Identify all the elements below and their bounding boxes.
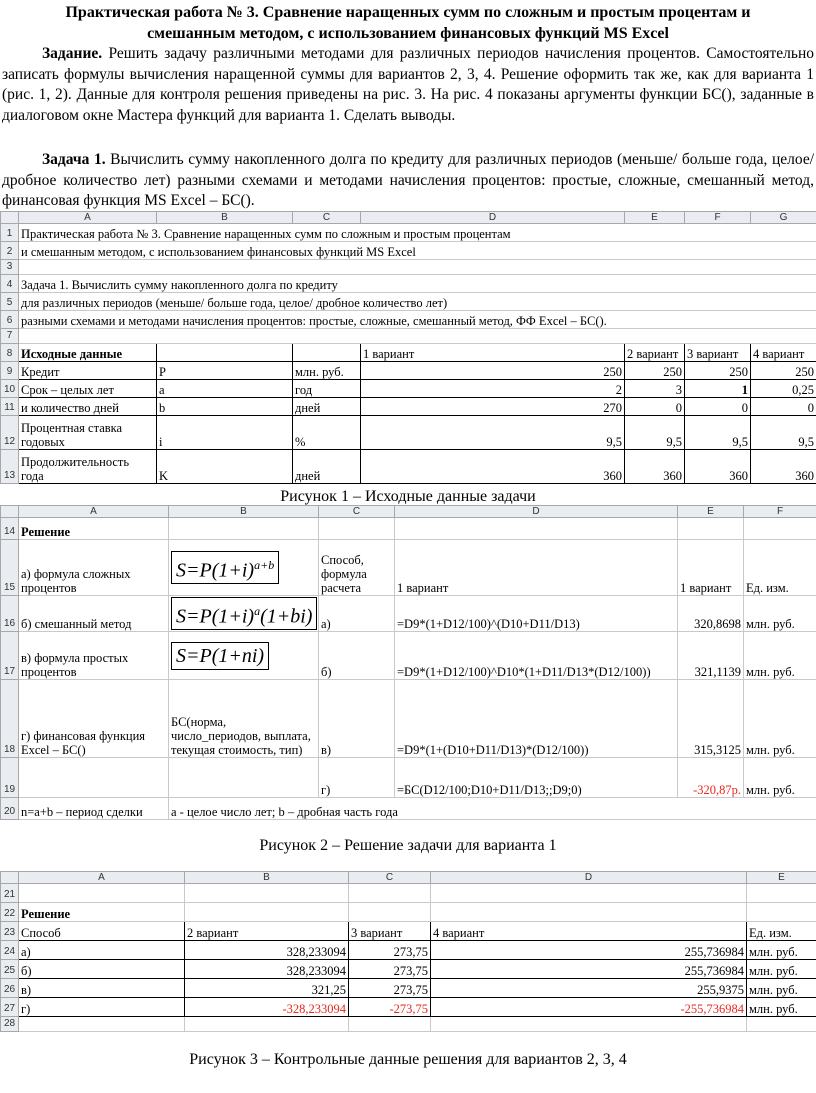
cell: 4 вариант xyxy=(751,344,816,362)
cell: Ед. изм. xyxy=(744,540,816,596)
table-row: 13 Продолжительность года K дней 360 360 360 360 xyxy=(1,450,816,484)
cell: =D9*(1+(D10+D11/D13)*(D12/100)) xyxy=(395,680,678,758)
figure2-caption: Рисунок 2 – Решение задачи для варианта 1 xyxy=(259,837,557,854)
cell: млн. руб. xyxy=(747,960,816,979)
cell: =D9*(1+D12/100)^D10*(1+D11/D13*(D12/100)) xyxy=(395,632,678,680)
table-row: 4 Задача 1. Вычислить сумму накопленного долга по кредиту xyxy=(1,275,816,293)
cell: P xyxy=(157,362,293,380)
cell: в) xyxy=(19,979,185,998)
cell: 4 вариант xyxy=(431,922,747,941)
cell: б) смешанный метод xyxy=(19,596,169,632)
cell: млн. руб. xyxy=(747,998,816,1017)
cell: а) формула сложных процентов xyxy=(19,540,169,596)
cell: 250 xyxy=(361,362,625,380)
cell: 273,75 xyxy=(349,960,431,979)
cell: г) xyxy=(19,998,185,1017)
table-row: 14 Решение xyxy=(1,518,816,540)
figure1-spreadsheet xyxy=(0,211,816,484)
cell: в) xyxy=(319,680,395,758)
cell: 3 вариант xyxy=(685,344,751,362)
cell xyxy=(293,344,361,362)
cell: в) формула простых процентов xyxy=(19,632,169,680)
cell xyxy=(169,632,319,680)
col-header: G xyxy=(751,212,816,224)
cell: и смешанным методом, с использованием финансовых функций MS Excel xyxy=(19,242,816,260)
table-row: 23 Способ 2 вариант 3 вариант 4 вариант Ед. изм. xyxy=(1,922,816,941)
cell: и количество дней xyxy=(19,398,157,416)
table-row: 1 Практическая работа № 3. Сравнение наращенных сумм по сложным и простым процентам xyxy=(1,224,816,242)
table-row: 5 для различных периодов (меньше/ больше года, целое/ дробное количество лет) xyxy=(1,293,816,311)
col-header: E xyxy=(625,212,685,224)
cell: год xyxy=(293,380,361,398)
cell: 0 xyxy=(751,398,816,416)
table-row: 25 б) 328,233094 273,75 255,736984 млн. руб. xyxy=(1,960,816,979)
figure2-spreadsheet xyxy=(0,505,816,820)
col-header: A xyxy=(19,872,185,884)
cell: Способ xyxy=(19,922,185,941)
cell: b xyxy=(157,398,293,416)
cell: 315,3125 xyxy=(678,680,744,758)
task-paragraph xyxy=(2,44,814,126)
cell: 1 вариант xyxy=(678,540,744,596)
cell xyxy=(169,540,319,596)
cell: 328,233094 xyxy=(185,941,349,960)
cell: г) xyxy=(319,758,395,798)
table-row: 18 г) финансовая функция Excel – БС() БС(норма, число_периодов, выплата, текущая стоимость, тип) в) =D9*(1+(D10+D11/D13)*(D12/100)) 315,3125 млн. руб. xyxy=(1,680,816,758)
cell: -320,87р. xyxy=(678,758,744,798)
cell: 360 xyxy=(751,450,816,484)
table-row: 17 в) формула простых процентов S=P(1+ni) б) =D9*(1+D12/100)^D10*(1+D11/D13*(D12/100)) 321,1139 млн. руб. xyxy=(1,632,816,680)
cell: % xyxy=(293,416,361,450)
cell: дней xyxy=(293,450,361,484)
col-header: F xyxy=(685,212,751,224)
table-row: 20 n=a+b – период сделки a - целое число лет; b – дробная часть года xyxy=(1,798,816,820)
col-header: A xyxy=(19,212,157,224)
cell: 9,5 xyxy=(685,416,751,450)
cell: 320,8698 xyxy=(678,596,744,632)
cell: -328,233094 xyxy=(185,998,349,1017)
table-row: 27 г) -328,233094 -273,75 -255,736984 млн. руб. xyxy=(1,998,816,1017)
cell: а) xyxy=(19,941,185,960)
title-line-1: Практическая работа № 3. Сравнение наращенных сумм по сложным и простым процентам и xyxy=(65,4,751,21)
table-row: 15 а) формула сложных процентов $S=P(1+i)^{a+b}$ Способ, формула расчета 1 вариант 1 вариант Ед. изм. xyxy=(1,540,816,596)
cell: 360 xyxy=(625,450,685,484)
cell: n=a+b – период сделки xyxy=(19,798,169,820)
table-row: 11 и количество дней b дней 270 0 0 0 xyxy=(1,398,816,416)
col-header: E xyxy=(678,506,744,518)
table-row: 28 xyxy=(1,1017,816,1032)
col-header: D xyxy=(431,872,747,884)
table-row: 3 xyxy=(1,260,816,275)
cell: млн. руб. xyxy=(747,979,816,998)
cell: для различных периодов (меньше/ больше года, целое/ дробное количество лет) xyxy=(19,293,816,311)
column-header-row xyxy=(1,212,816,224)
table-row: 22 Решение xyxy=(1,903,816,922)
cell: Срок – целых лет xyxy=(19,380,157,398)
cell: млн. руб. xyxy=(744,632,816,680)
cell: a xyxy=(157,380,293,398)
col-header: B xyxy=(185,872,349,884)
cell: Исходные данные xyxy=(19,344,157,362)
cell: Продолжительность года xyxy=(19,450,157,484)
simple-formula: S=P(1+ni) xyxy=(171,642,269,670)
cell: 3 xyxy=(625,380,685,398)
title-line-2: смешанным методом, с использованием финансовых функций MS Excel xyxy=(147,25,669,42)
compound-formula: $S=P(1+i)^{a+b}$ xyxy=(171,551,279,585)
table-row: 8 Исходные данные 1 вариант 2 вариант 3 вариант 4 вариант xyxy=(1,344,816,362)
table-row: 21 xyxy=(1,884,816,903)
cell: 3 вариант xyxy=(349,922,431,941)
table-row: 26 в) 321,25 273,75 255,9375 млн. руб. xyxy=(1,979,816,998)
cell: 250 xyxy=(685,362,751,380)
cell: а) xyxy=(319,596,395,632)
col-header: B xyxy=(157,212,293,224)
task1-paragraph xyxy=(2,150,814,212)
col-header: C xyxy=(319,506,395,518)
task1-text: Вычислить сумму накопленного долга по кредиту для различных периодов (меньше/ больше года, целое/ дробное количество лет) разными схемами и методами начисления процентов: простые, сложные, смешанный метод, финансовая функция MS Excel – БС(). xyxy=(2,151,815,209)
cell: 9,5 xyxy=(361,416,625,450)
table-row: 9 Кредит P млн. руб. 250 250 250 250 xyxy=(1,362,816,380)
cell xyxy=(169,596,319,632)
task1-label: Задача 1. xyxy=(42,151,106,168)
table-row: 7 xyxy=(1,329,816,344)
cell: БС(норма, число_периодов, выплата, текущая стоимость, тип) xyxy=(169,680,319,758)
figure3-caption: Рисунок 3 – Контрольные данные решения для вариантов 2, 3, 4 xyxy=(189,1051,627,1068)
cell: =D9*(1+D12/100)^(D10+D11/D13) xyxy=(395,596,678,632)
cell: Решение xyxy=(19,518,169,540)
cell: 2 вариант xyxy=(185,922,349,941)
cell: млн. руб. xyxy=(744,680,816,758)
cell: 270 xyxy=(361,398,625,416)
table-row: 19 г) =БС(D12/100;D10+D11/D13;;D9;0) -320,87р. млн. руб. xyxy=(1,758,816,798)
cell: 0 xyxy=(625,398,685,416)
cell: Процентная ставка годовых xyxy=(19,416,157,450)
cell: Практическая работа № 3. Сравнение наращенных сумм по сложным и простым процентам xyxy=(19,224,816,242)
cell: 360 xyxy=(685,450,751,484)
column-header-row xyxy=(1,506,816,518)
cell: a - целое число лет; b – дробная часть года xyxy=(169,798,816,820)
cell: 255,736984 xyxy=(431,941,747,960)
cell: б) xyxy=(19,960,185,979)
col-header: C xyxy=(293,212,361,224)
col-header: A xyxy=(19,506,169,518)
cell: 250 xyxy=(751,362,816,380)
col-header: B xyxy=(169,506,319,518)
cell: млн. руб. xyxy=(744,758,816,798)
cell: млн. руб. xyxy=(293,362,361,380)
mixed-formula: $S=P(1+i)^a(1+bi)$ xyxy=(171,597,317,631)
cell: 255,9375 xyxy=(431,979,747,998)
table-row: 16 б) смешанный метод $S=P(1+i)^a(1+bi)$ а) =D9*(1+D12/100)^(D10+D11/D13) 320,8698 млн. руб. xyxy=(1,596,816,632)
cell: 9,5 xyxy=(625,416,685,450)
cell: разными схемами и методами начисления процентов: простые, сложные, смешанный метод, ФФ Excel – БС(). xyxy=(19,311,816,329)
cell: =БС(D12/100;D10+D11/D13;;D9;0) xyxy=(395,758,678,798)
cell: 0 xyxy=(685,398,751,416)
task-label: Задание. xyxy=(42,45,103,62)
table-row: 10 Срок – целых лет a год 2 3 1 0,25 xyxy=(1,380,816,398)
col-header: E xyxy=(747,872,816,884)
cell: 255,736984 xyxy=(431,960,747,979)
cell: б) xyxy=(319,632,395,680)
task-text: Решить задачу различными методами для различных периодов начисления процентов. Самостоятельно записать формулы вычисления наращенной суммы для вариантов 2, 3, 4. Решение оформить так же, как для варианта 1 (рис. 1, 2). Данные для контроля решения приведены на рис. 3. На рис. 4 показаны аргументы функции БС(), заданные в диалоговом окне Мастера функций для варианта 1. Сделать выводы. xyxy=(2,45,815,124)
cell: -273,75 xyxy=(349,998,431,1017)
cell: Задача 1. Вычислить сумму накопленного долга по кредиту xyxy=(19,275,816,293)
cell: 1 xyxy=(685,380,751,398)
cell: 2 xyxy=(361,380,625,398)
cell: 2 вариант xyxy=(625,344,685,362)
cell: 273,75 xyxy=(349,979,431,998)
figure3-spreadsheet xyxy=(0,871,816,1032)
cell: 9,5 xyxy=(751,416,816,450)
table-row: 6 разными схемами и методами начисления процентов: простые, сложные, смешанный метод, ФФ Excel – БС(). xyxy=(1,311,816,329)
cell: 273,75 xyxy=(349,941,431,960)
page-title xyxy=(0,2,816,44)
cell: K xyxy=(157,450,293,484)
table-row: 2 и смешанным методом, с использованием финансовых функций MS Excel xyxy=(1,242,816,260)
cell: 321,1139 xyxy=(678,632,744,680)
cell: 1 вариант xyxy=(395,540,678,596)
cell: 0,25 xyxy=(751,380,816,398)
cell: 1 вариант xyxy=(361,344,625,362)
cell: i xyxy=(157,416,293,450)
cell: млн. руб. xyxy=(747,941,816,960)
cell: Кредит xyxy=(19,362,157,380)
column-header-row xyxy=(1,872,816,884)
cell: дней xyxy=(293,398,361,416)
table-row: 12 Процентная ставка годовых i % 9,5 9,5 9,5 9,5 xyxy=(1,416,816,450)
col-header: D xyxy=(361,212,625,224)
cell: -255,736984 xyxy=(431,998,747,1017)
cell: Ед. изм. xyxy=(747,922,816,941)
table-row: 24 а) 328,233094 273,75 255,736984 млн. руб. xyxy=(1,941,816,960)
cell: Способ, формула расчета xyxy=(319,540,395,596)
cell: г) финансовая функция Excel – БС() xyxy=(19,680,169,758)
cell: млн. руб. xyxy=(744,596,816,632)
col-header: D xyxy=(395,506,678,518)
cell xyxy=(157,344,293,362)
col-header: C xyxy=(349,872,431,884)
cell: Решение xyxy=(19,903,185,922)
cell: 328,233094 xyxy=(185,960,349,979)
cell: 360 xyxy=(361,450,625,484)
col-header: F xyxy=(744,506,816,518)
figure1-caption: Рисунок 1 – Исходные данные задачи xyxy=(280,488,536,505)
cell: 321,25 xyxy=(185,979,349,998)
cell: 250 xyxy=(625,362,685,380)
